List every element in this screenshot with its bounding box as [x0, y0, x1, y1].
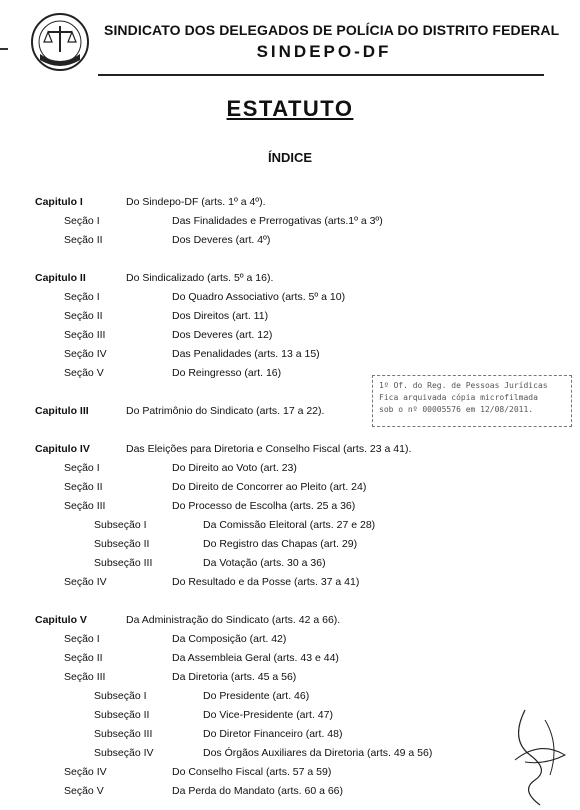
- organization-abbreviation: SINDEPO-DF: [256, 42, 392, 61]
- entry-text: Da Perda do Mandato (arts. 60 a 66): [172, 785, 344, 797]
- entry-text: Da Administração do Sindicato (arts. 42 a 66).: [126, 614, 341, 626]
- entry-label: Seção V: [64, 785, 104, 797]
- entry-label: Capitulo I: [35, 196, 83, 208]
- entry-text: Da Assembleia Geral (arts. 43 e 44): [172, 652, 339, 664]
- entry-text: Do Quadro Associativo (arts. 5º a 10): [172, 291, 346, 303]
- index-entry-secao: [0, 329, 580, 345]
- index-entry-subsecao: [0, 690, 580, 706]
- entry-text: Das Finalidades e Prerrogativas (arts.1º a 3º): [172, 215, 383, 227]
- entry-label: Seção II: [64, 234, 103, 246]
- entry-label: Seção I: [64, 633, 100, 645]
- entry-text: Do Resultado e da Posse (arts. 37 a 41): [172, 576, 360, 588]
- entry-text: Da Votação (arts. 30 a 36): [203, 557, 326, 569]
- entry-text: Das Eleições para Diretoria e Conselho Fiscal (arts. 23 a 41).: [126, 443, 412, 455]
- index-entry-secao: [0, 671, 580, 687]
- entry-label: Capitulo IV: [35, 443, 90, 455]
- index-entry-secao: [0, 462, 580, 478]
- entry-text: Do Direito de Concorrer ao Pleito (art. 24): [172, 481, 367, 493]
- entry-label: Seção II: [64, 481, 103, 493]
- entry-text: Dos Deveres (art. 12): [172, 329, 273, 341]
- entry-text: Do Direito ao Voto (art. 23): [172, 462, 297, 474]
- entry-text: Do Patrimônio do Sindicato (arts. 17 a 22).: [126, 405, 325, 417]
- index-entry-subsecao: [0, 709, 580, 725]
- stamp-line: sob o nº 00005576 em 12/08/2011.: [379, 405, 534, 414]
- index-entry-secao: [0, 481, 580, 497]
- index-entry-secao: [0, 633, 580, 649]
- index-entry-secao: [0, 785, 580, 801]
- entry-label: Seção II: [64, 652, 103, 664]
- entry-text: Dos Direitos (art. 11): [172, 310, 269, 322]
- index-entry-secao: [0, 348, 580, 364]
- index-entry-secao: [0, 234, 580, 250]
- entry-label: Seção III: [64, 671, 106, 683]
- index-entry-subsecao: [0, 538, 580, 554]
- entry-label: Subseção III: [94, 557, 153, 569]
- entry-label: Seção IV: [64, 576, 107, 588]
- entry-text: Do Processo de Escolha (arts. 25 a 36): [172, 500, 356, 512]
- index-entry-secao: [0, 291, 580, 307]
- index-entry-subsecao: [0, 557, 580, 573]
- entry-label: Capitulo II: [35, 272, 86, 284]
- entry-text: Do Presidente (art. 46): [203, 690, 310, 702]
- index-entry-capitulo: [0, 272, 580, 288]
- index-entry-secao: [0, 310, 580, 326]
- index-title: ÍNDICE: [267, 150, 313, 165]
- index-entry-capitulo: [0, 614, 580, 630]
- index-entry-secao: [0, 576, 580, 592]
- index-entry-secao: [0, 215, 580, 231]
- entry-text: Das Penalidades (arts. 13 a 15): [172, 348, 320, 360]
- entry-text: Do Conselho Fiscal (arts. 57 a 59): [172, 766, 332, 778]
- index-entry-secao: [0, 766, 580, 782]
- index-entry-capitulo: [0, 443, 580, 459]
- entry-label: Seção I: [64, 291, 100, 303]
- stamp-line: Fica arquivada cópia microfilmada: [379, 393, 538, 402]
- entry-label: Seção III: [64, 500, 106, 512]
- index-entry-subsecao: [0, 728, 580, 744]
- entry-text: Do Sindepo-DF (arts. 1º a 4º).: [126, 196, 266, 208]
- entry-label: Seção II: [64, 310, 103, 322]
- entry-label: Subseção II: [94, 709, 150, 721]
- stamp-line: 1º Of. do Reg. de Pessoas Jurídicas: [379, 381, 548, 390]
- entry-text: Da Diretoria (arts. 45 a 56): [172, 671, 297, 683]
- organization-name: SINDICATO DOS DELEGADOS DE POLÍCIA DO DISTRITO FEDERAL: [104, 22, 560, 38]
- index-entry-capitulo: [0, 196, 580, 212]
- entry-label: Subseção III: [94, 728, 153, 740]
- entry-label: Seção IV: [64, 766, 107, 778]
- entry-text: Do Registro das Chapas (art. 29): [203, 538, 358, 550]
- document-title: ESTATUTO: [226, 96, 354, 121]
- entry-text: Do Sindicalizado (arts. 5º a 16).: [126, 272, 274, 284]
- entry-label: Seção I: [64, 462, 100, 474]
- entry-label: Seção I: [64, 215, 100, 227]
- entry-text: Do Vice-Presidente (art. 47): [203, 709, 333, 721]
- entry-label: Capitulo V: [35, 614, 87, 626]
- entry-text: Da Comissão Eleitoral (arts. 27 e 28): [203, 519, 376, 531]
- index-entry-subsecao: [0, 747, 580, 763]
- entry-label: Seção IV: [64, 348, 107, 360]
- index-entry-secao: [0, 652, 580, 668]
- entry-label: Seção III: [64, 329, 106, 341]
- entry-label: Seção V: [64, 367, 104, 379]
- entry-label: Subseção I: [94, 690, 147, 702]
- entry-text: Do Diretor Financeiro (art. 48): [203, 728, 343, 740]
- entry-label: Subseção II: [94, 538, 150, 550]
- entry-label: Subseção I: [94, 519, 147, 531]
- entry-text: Dos Deveres (art. 4º): [172, 234, 271, 246]
- entry-text: Da Composição (art. 42): [172, 633, 287, 645]
- handwritten-signature: [505, 700, 575, 810]
- entry-text: Do Reingresso (art. 16): [172, 367, 282, 379]
- entry-text: Dos Órgãos Auxiliares da Diretoria (arts. 49 a 56): [203, 747, 433, 759]
- entry-label: Capitulo III: [35, 405, 89, 417]
- index-entry-subsecao: [0, 519, 580, 535]
- entry-label: Subseção IV: [94, 747, 154, 759]
- index-entry-secao: [0, 500, 580, 516]
- registry-stamp: [372, 375, 572, 427]
